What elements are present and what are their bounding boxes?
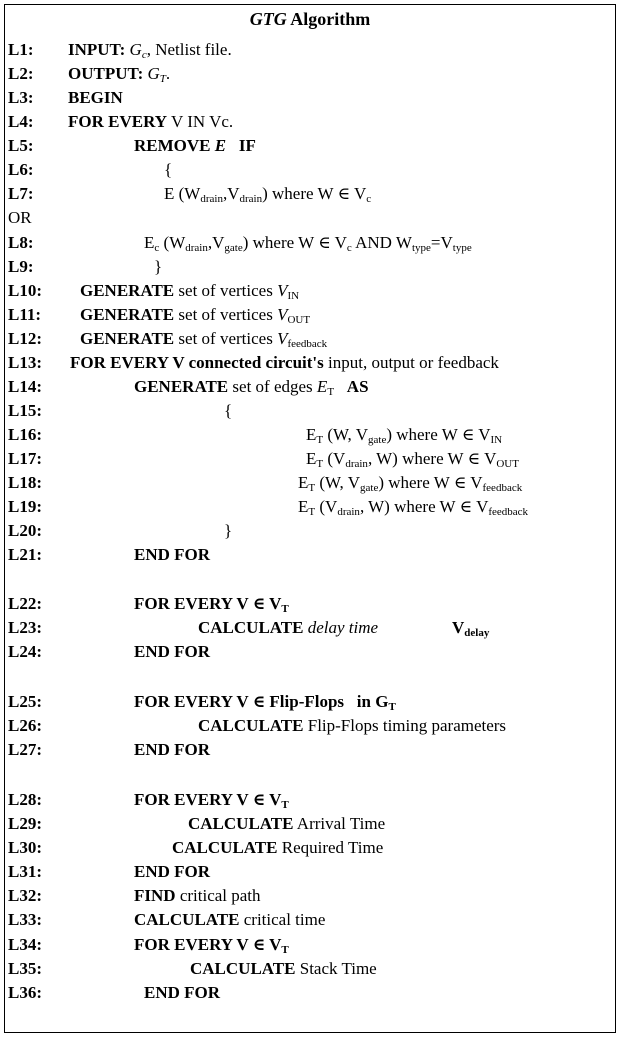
line-L22: L22: FOR EVERY V ∈ $V_T$ <box>8 594 289 615</box>
line-L17: L17: $E_T$ ($V_{drain}$, W) where W ∈ $V_{OUT}$ <box>8 449 519 470</box>
line-L27: L27: END FOR <box>8 740 211 759</box>
line-L29: L29: CALCULATE Arrival Time <box>8 814 386 833</box>
line-L14: L14: GENERATE set of edges $E_T$ AS <box>8 377 369 398</box>
line-L35: L35: CALCULATE Stack Time <box>8 959 377 978</box>
line-L18: L18: $E_T$ (W, $V_{gate}$) where W ∈ $V_{feedback}$ <box>8 473 523 494</box>
line-L13: L13: FOR EVERY V connected circuit's input, output or feedback <box>8 353 499 372</box>
line-L20: L20: } <box>8 521 233 540</box>
algorithm-box <box>4 4 616 1033</box>
line-L11: L11: GENERATE set of vertices $V_{OUT}$ <box>8 305 311 326</box>
line-L34: L34: FOR EVERY V ∈ $V_T$ <box>8 935 289 956</box>
line-L9: L9: } <box>8 257 163 276</box>
line-L10: L10: GENERATE set of vertices $V_{IN}$ <box>8 281 300 302</box>
line-L15: L15: { <box>8 401 233 420</box>
line-L7: L7: E $(W_{drain},V_{drain})$ where W ∈ $V_c$ <box>8 184 372 205</box>
line-L8: L8: $E_c$ $(W_{drain},V_{gate})$ where W ∈ $V_c$ AND $W_{type}=V_{type}$ <box>8 233 472 254</box>
line-L31: L31: END FOR <box>8 862 211 881</box>
line-L16: L16: $E_T$ (W, $V_{gate}$) where W ∈ $V_{IN}$ <box>8 425 503 446</box>
line-L1: L1: INPUT: $G_c$, Netlist file. <box>8 40 232 61</box>
line-L33: L33: CALCULATE critical time <box>8 910 326 929</box>
line-L12: L12: GENERATE set of vertices $V_{feedback}$ <box>8 329 328 350</box>
line-L6: L6: { <box>8 160 173 179</box>
line-L21: L21: END FOR <box>8 545 211 564</box>
line-L25: L25: FOR EVERY V ∈ Flip-Flops in $G_T$ <box>8 692 396 713</box>
line-L23: L23: CALCULATE delay time $V_{delay}$ <box>8 618 490 639</box>
algorithm-title: GTG Algorithm <box>249 9 371 29</box>
line-L4: L4: FOR EVERY V IN Vc. <box>8 112 234 131</box>
line-L2: L2: OUTPUT: $G_T$. <box>8 64 171 85</box>
line-L30: L30: CALCULATE Required Time <box>8 838 384 857</box>
line-L26: L26: CALCULATE Flip-Flops timing parameters <box>8 716 507 735</box>
line-L19: L19: $E_T$ ($V_{drain}$, W) where W ∈ $V_{feedback}$ <box>8 497 529 518</box>
line-L24: L24: END FOR <box>8 642 211 661</box>
line-or: OR <box>8 208 32 227</box>
line-L32: L32: FIND critical path <box>8 886 261 905</box>
line-L3: L3: BEGIN <box>8 88 123 107</box>
line-L5: L5: REMOVE E IF <box>8 136 256 155</box>
line-L36: L36: END FOR <box>8 983 221 1002</box>
line-L28: L28: FOR EVERY V ∈ $V_T$ <box>8 790 289 811</box>
